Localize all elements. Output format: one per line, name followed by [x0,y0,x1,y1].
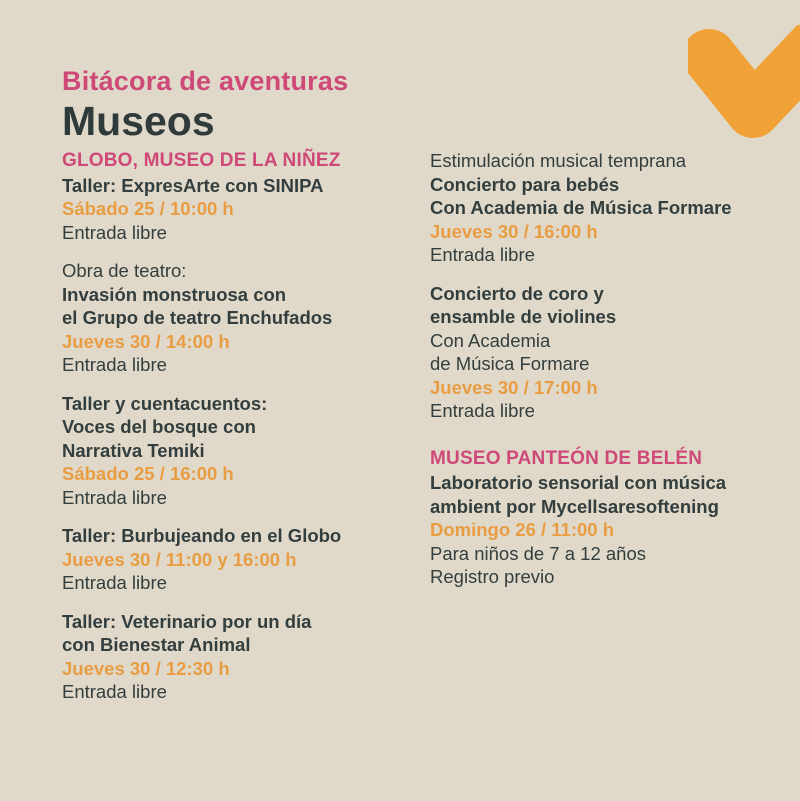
event-line: Narrativa Temiki [62,439,205,461]
event-line: Con Academia de Música Formare [430,197,732,218]
museum-section [430,447,790,589]
event-line: Laboratorio sensorial con música [430,472,727,493]
event-line: Entrada libre [62,572,167,593]
event-line: Concierto para bebés [430,173,620,195]
event-line: Obra de teatro: [62,260,187,281]
event-listing [62,174,430,245]
event-line: con Bienestar Animal [62,634,251,655]
event-line: Taller: ExpresArte con SINIPA [62,174,324,196]
event-datetime: Jueves 30 / 11:00 y 16:00 h [62,548,297,570]
museum-section [430,149,790,423]
event-line: Entrada libre [430,400,535,421]
event-listing [62,524,430,595]
event-listing [430,282,790,423]
event-datetime: Domingo 26 / 11:00 h [430,519,615,540]
event-listing [62,259,430,377]
flyer-subtitle: Bitácora de aventuras [62,66,349,96]
event-line: Entrada libre [62,681,167,702]
event-line: Entrada libre [62,354,167,375]
event-line: Estimulación musical temprana [430,150,687,171]
event-line: Concierto de coro y [430,282,604,304]
event-line: Taller: Veterinario por un día [62,610,312,632]
event-line: ambient por Mycellsaresoftening [430,495,719,517]
event-datetime: Sábado 25 / 10:00 h [62,198,234,219]
event-datetime: Jueves 30 / 17:00 h [430,376,598,398]
event-datetime: Sábado 25 / 16:00 h [62,463,234,484]
event-listing [62,392,430,510]
event-datetime: Jueves 30 / 16:00 h [430,220,598,242]
event-datetime: Jueves 30 / 14:00 h [62,330,230,352]
event-line: Entrada libre [62,221,167,243]
event-line: Para niños de 7 a 12 años [430,542,646,564]
event-columns [62,149,800,719]
event-line: Con Academia [430,329,551,351]
column-right [430,149,790,719]
event-line: Taller y cuentacuentos: [62,392,268,414]
event-line: de Música Formare [430,353,590,374]
event-line: Entrada libre [430,244,535,265]
museum-heading: MUSEO PANTEÓN DE BELÉN [430,447,703,469]
page-title: Museos [62,98,215,144]
event-listing [430,149,790,267]
column-left [62,149,430,719]
museum-heading: GLOBO, MUSEO DE LA NIÑEZ [62,150,341,171]
event-listing [430,471,790,589]
event-line: Entrada libre [62,486,167,508]
event-listing [62,610,430,704]
event-line: Invasión monstruosa con [62,283,287,305]
museum-section [62,149,430,704]
event-line: Taller: Burbujeando en el Globo [62,525,342,546]
event-line: Registro previo [430,566,555,587]
event-datetime: Jueves 30 / 12:30 h [62,657,230,679]
event-line: el Grupo de teatro Enchufados [62,307,333,328]
event-line: ensamble de violines [430,306,617,327]
event-line: Voces del bosque con [62,416,256,437]
